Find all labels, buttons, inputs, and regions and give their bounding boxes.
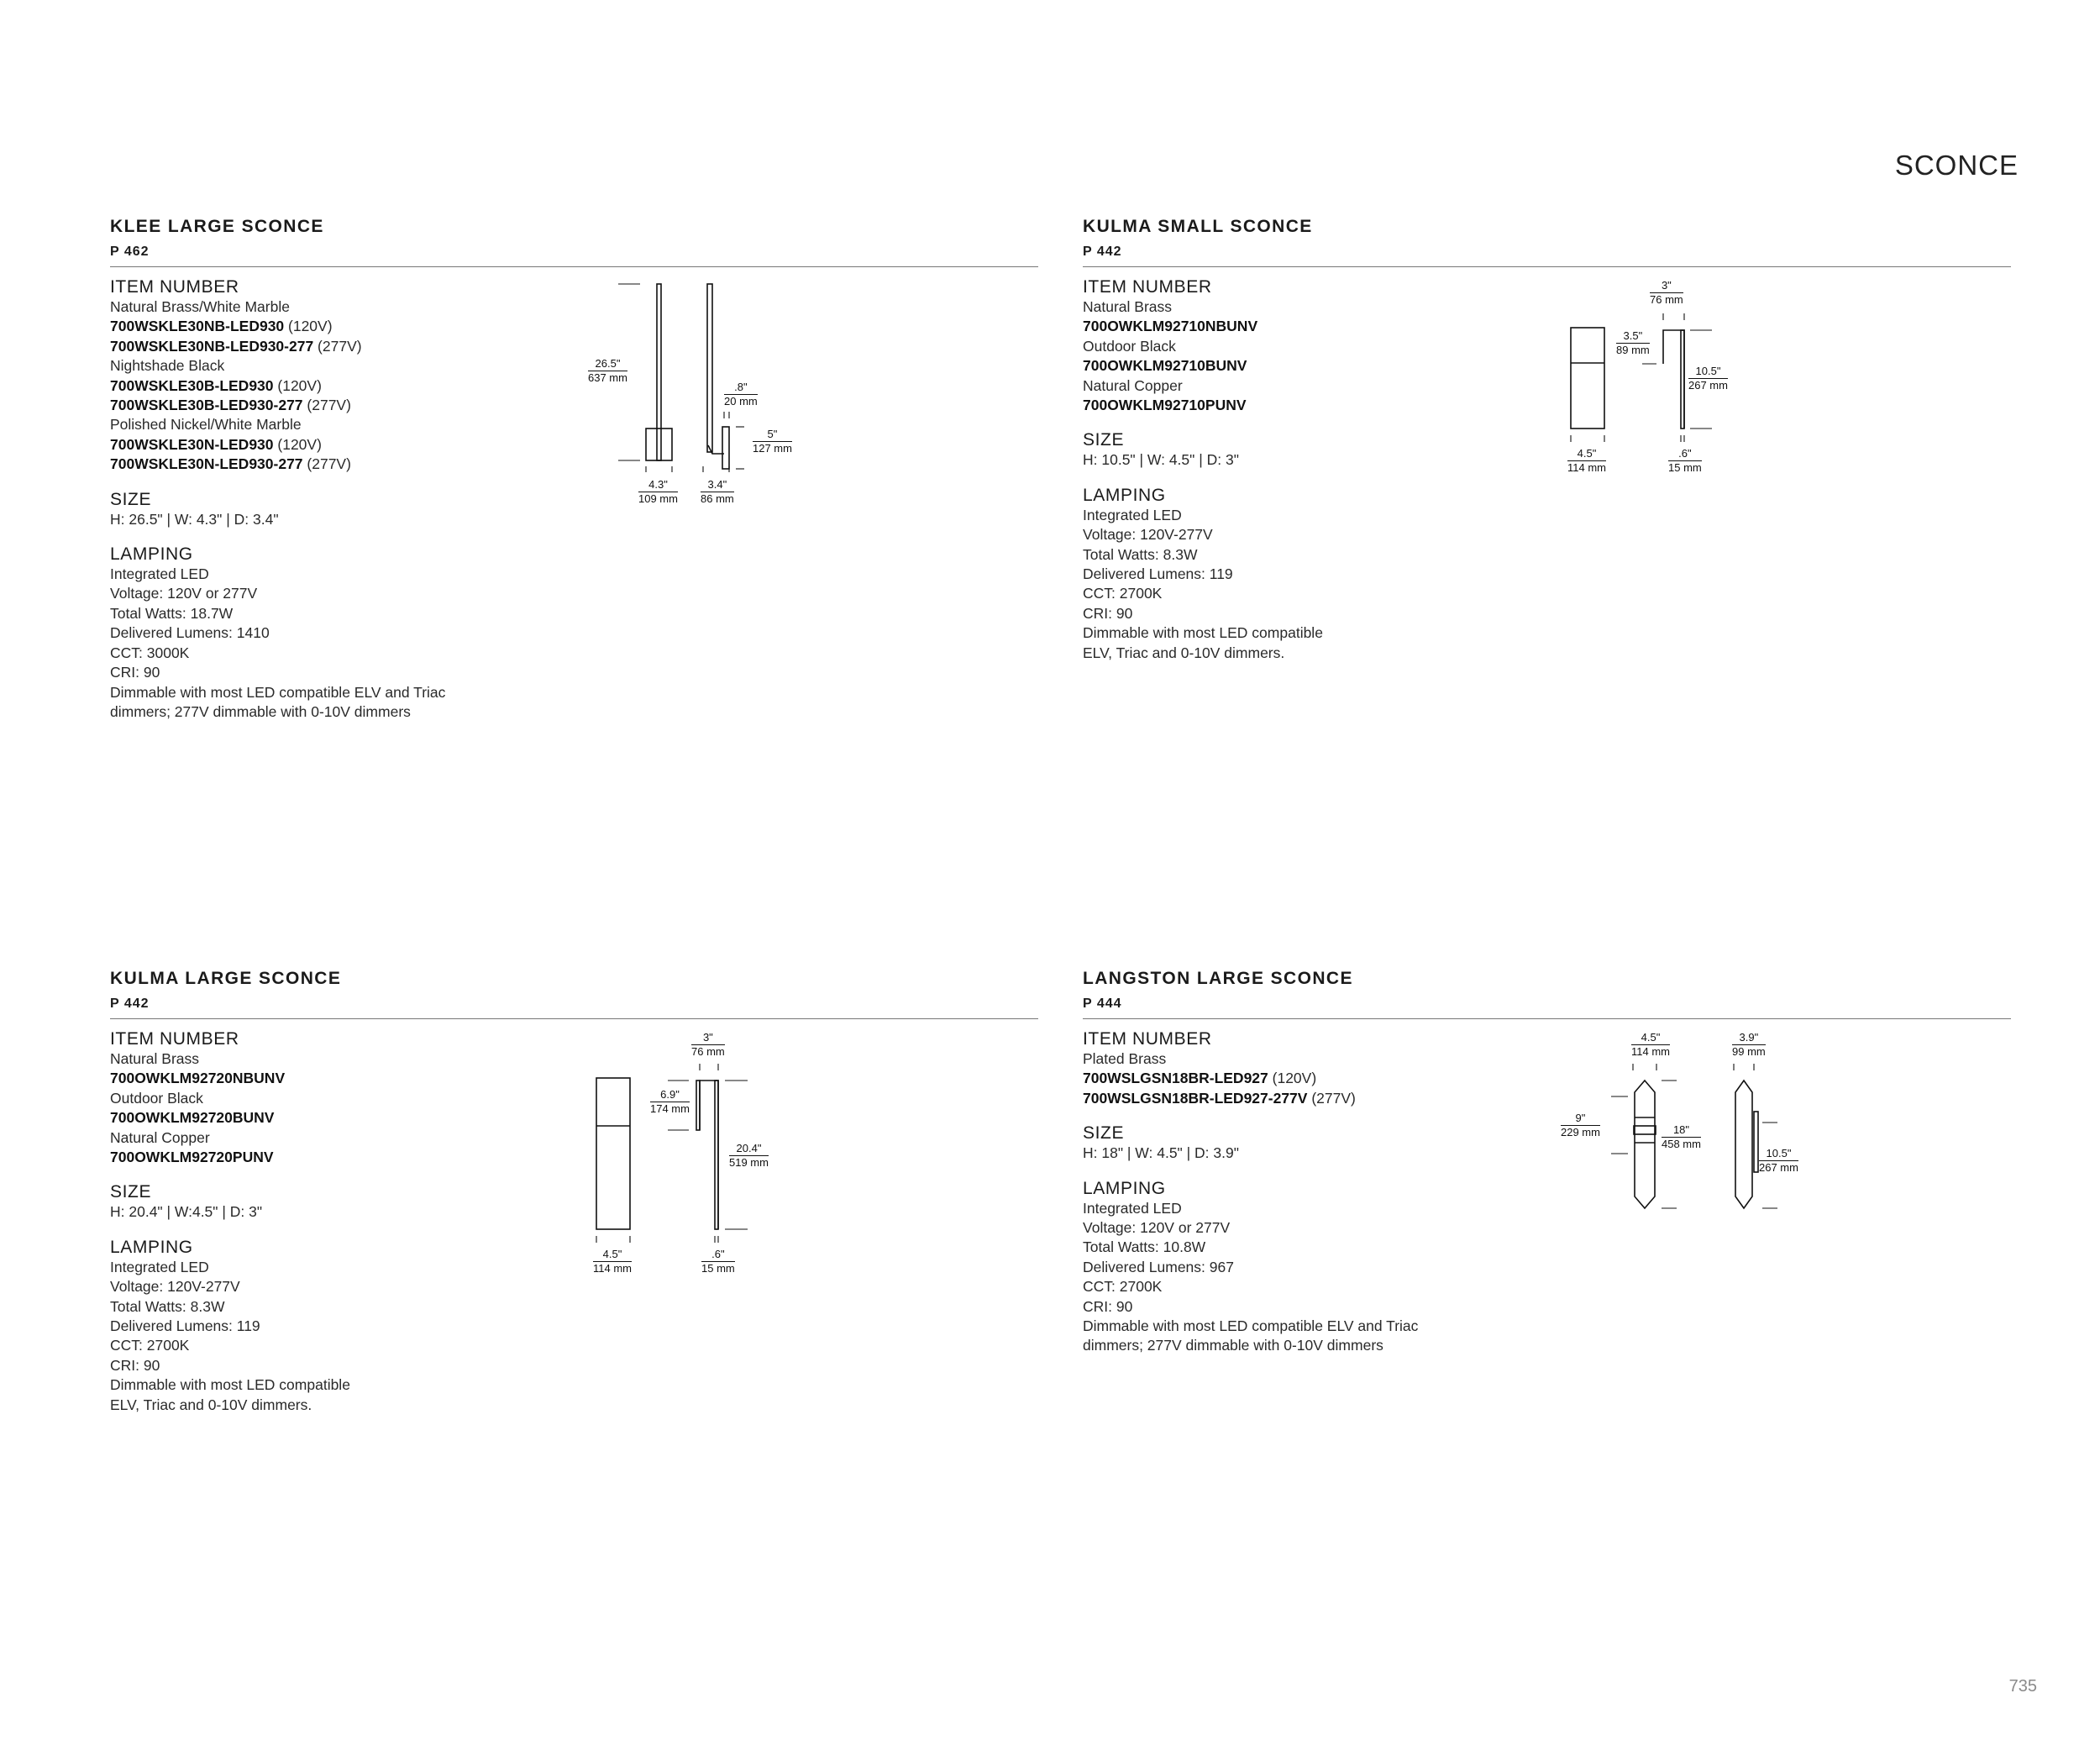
- product-name: KULMA SMALL SCONCE: [1083, 217, 1313, 236]
- product-page-ref: P 442: [1083, 245, 1122, 259]
- dim-height: 26.5" 637 mm: [588, 357, 627, 384]
- item-code: 700WSKLE30B-LED930-277: [110, 397, 303, 414]
- langston-dimension-drawing: [1561, 1032, 1830, 1217]
- product-page-ref: P 442: [110, 996, 150, 1011]
- item-code-line: [110, 317, 445, 336]
- lamping-heading: LAMPING: [110, 1237, 193, 1257]
- lamping-line: Total Watts: 8.3W: [1083, 545, 1198, 563]
- product-specs: [1083, 277, 1323, 663]
- size-value: H: 10.5" | W: 4.5" | D: 3": [1083, 451, 1239, 469]
- lamping-line: CRI: 90: [110, 664, 160, 681]
- item-code-line: [1083, 1069, 1418, 1088]
- lamping-line: CCT: 2700K: [110, 1337, 190, 1354]
- lamping-line: Total Watts: 10.8W: [1083, 1238, 1206, 1256]
- lamping-heading: LAMPING: [1083, 485, 1166, 505]
- finish-label: Natural Brass: [1083, 298, 1173, 315]
- lamping-line: CCT: 3000K: [110, 644, 190, 661]
- item-voltage: (277V): [302, 397, 351, 414]
- item-code: 700WSLGSN18BR-LED927: [1083, 1070, 1268, 1087]
- lamping-heading: LAMPING: [1083, 1178, 1166, 1198]
- size-heading: SIZE: [1083, 1123, 1125, 1144]
- finish-label: Natural Brass: [110, 1050, 200, 1067]
- lamping-line: Dimmable with most LED compatible: [110, 1376, 350, 1394]
- item-code: 700OWKLM92710BUNV: [1083, 357, 1247, 375]
- lamping-line: dimmers; 277V dimmable with 0-10V dimmers: [110, 702, 411, 720]
- item-code: 700WSKLE30B-LED930: [110, 376, 274, 394]
- item-code-line: [1083, 1089, 1418, 1108]
- dim-width: 4.3" 109 mm: [638, 478, 678, 505]
- item-number-heading: ITEM NUMBER: [1083, 277, 1212, 297]
- divider: [1083, 1018, 2011, 1019]
- item-code-line: [110, 376, 445, 396]
- dim-backplate: 5" 127 mm: [753, 428, 792, 455]
- lamping-line: Voltage: 120V or 277V: [1083, 1219, 1231, 1237]
- product-name: KULMA LARGE SCONCE: [110, 969, 342, 988]
- item-voltage: (120V): [1268, 1070, 1317, 1087]
- finish-label: Outdoor Black: [1083, 337, 1176, 355]
- dim-width: 4.5" 114 mm: [593, 1248, 632, 1275]
- divider: [1083, 266, 2011, 267]
- item-number-heading: ITEM NUMBER: [110, 277, 239, 297]
- finish-label: Outdoor Black: [110, 1089, 203, 1107]
- item-number-heading: ITEM NUMBER: [1083, 1029, 1212, 1049]
- lamping-line: Delivered Lumens: 119: [110, 1317, 260, 1335]
- dim-top: 3" 76 mm: [691, 1031, 725, 1058]
- item-code: 700OWKLM92710NBUNV: [1083, 318, 1258, 335]
- dim-height: 20.4" 519 mm: [729, 1142, 769, 1169]
- product-specs: [110, 1029, 350, 1415]
- size-value: H: 26.5" | W: 4.3" | D: 3.4": [110, 510, 279, 528]
- dim-center: 9" 229 mm: [1561, 1112, 1600, 1138]
- lamping-line: CRI: 90: [110, 1356, 160, 1374]
- size-value: H: 20.4" | W:4.5" | D: 3": [110, 1203, 263, 1221]
- finish-label: Natural Copper: [110, 1128, 210, 1146]
- dim-width: 4.5" 114 mm: [1567, 447, 1606, 474]
- divider: [110, 266, 1038, 267]
- product-specs: [110, 277, 445, 722]
- product-page-ref: P 462: [110, 245, 150, 259]
- lamping-line: CCT: 2700K: [1083, 585, 1163, 602]
- item-code-line: [110, 337, 445, 356]
- lamping-line: Voltage: 120V or 277V: [110, 585, 258, 602]
- lamping-line: Total Watts: 18.7W: [110, 604, 234, 622]
- item-voltage: (277V): [1307, 1089, 1356, 1107]
- item-voltage: (120V): [273, 376, 322, 394]
- size-heading: SIZE: [1083, 430, 1125, 450]
- lamping-line: Integrated LED: [1083, 1199, 1182, 1217]
- lamping-line: Delivered Lumens: 1410: [110, 624, 270, 642]
- lamping-line: Dimmable with most LED compatible: [1083, 624, 1323, 642]
- size-heading: SIZE: [110, 1182, 152, 1202]
- kulma-large-dimension-drawing: [588, 1032, 790, 1284]
- page-number: 735: [2008, 1677, 2037, 1696]
- klee-line-drawing: [588, 277, 806, 513]
- product-name: LANGSTON LARGE SCONCE: [1083, 969, 1353, 988]
- dim-backplate: 10.5" 267 mm: [1759, 1147, 1798, 1174]
- item-code: 700OWKLM92720NBUNV: [110, 1070, 286, 1087]
- lamping-line: Integrated LED: [1083, 506, 1182, 523]
- lamping-line: Dimmable with most LED compatible ELV and Triac: [1083, 1317, 1419, 1335]
- item-voltage: (120V): [273, 435, 322, 453]
- item-code: 700WSLGSN18BR-LED927-277V: [1083, 1089, 1308, 1107]
- item-voltage: (120V): [284, 318, 333, 335]
- dim-extension: 3.5" 89 mm: [1616, 329, 1650, 356]
- lamping-line: Dimmable with most LED compatible ELV and Triac: [110, 683, 446, 701]
- product-specs: [1083, 1029, 1418, 1356]
- klee-dimension-drawing: [588, 277, 806, 513]
- divider: [110, 1018, 1038, 1019]
- item-number-heading: ITEM NUMBER: [110, 1029, 239, 1049]
- item-code: 700OWKLM92710PUNV: [1083, 397, 1247, 414]
- category-title: SCONCE: [1894, 150, 2019, 181]
- finish-label: Natural Copper: [1083, 376, 1183, 394]
- lamping-line: CCT: 2700K: [1083, 1278, 1163, 1296]
- lamping-line: ELV, Triac and 0-10V dimmers.: [1083, 644, 1285, 661]
- dim-top: 3" 76 mm: [1650, 279, 1683, 306]
- finish-label: Natural Brass/White Marble: [110, 298, 290, 315]
- lamping-line: Voltage: 120V-277V: [110, 1278, 240, 1296]
- dim-height: 18" 458 mm: [1662, 1123, 1701, 1150]
- lamping-line: CRI: 90: [1083, 604, 1133, 622]
- item-code: 700WSKLE30NB-LED930: [110, 318, 285, 335]
- finish-label: Nightshade Black: [110, 357, 225, 375]
- lamping-line: ELV, Triac and 0-10V dimmers.: [110, 1396, 312, 1413]
- finish-label: Plated Brass: [1083, 1050, 1167, 1067]
- product-page-ref: P 444: [1083, 996, 1122, 1011]
- dim-depth: 3.4" 86 mm: [701, 478, 734, 505]
- item-code: 700WSKLE30N-LED930-277: [110, 455, 303, 473]
- dim-width: 4.5" 114 mm: [1631, 1031, 1670, 1058]
- size-value: H: 18" | W: 4.5" | D: 3.9": [1083, 1144, 1239, 1162]
- item-voltage: (277V): [302, 455, 351, 473]
- dim-extension: 6.9" 174 mm: [650, 1088, 690, 1115]
- dim-arm: .8" 20 mm: [724, 381, 758, 408]
- lamping-line: dimmers; 277V dimmable with 0-10V dimmers: [1083, 1337, 1383, 1354]
- lamping-line: Integrated LED: [110, 565, 209, 583]
- item-code: 700WSKLE30N-LED930: [110, 435, 274, 453]
- dim-depth: .6" 15 mm: [701, 1248, 735, 1275]
- item-code-line: [110, 396, 445, 415]
- lamping-line: Total Watts: 8.3W: [110, 1297, 225, 1315]
- item-code: 700WSKLE30NB-LED930-277: [110, 337, 314, 355]
- item-code-line: [110, 455, 445, 474]
- lamping-line: Delivered Lumens: 119: [1083, 565, 1233, 583]
- lamping-heading: LAMPING: [110, 544, 193, 565]
- item-code: 700OWKLM92720BUNV: [110, 1109, 275, 1127]
- item-voltage: (277V): [313, 337, 362, 355]
- lamping-line: CRI: 90: [1083, 1297, 1133, 1315]
- lamping-line: Delivered Lumens: 967: [1083, 1258, 1234, 1275]
- lamping-line: Integrated LED: [110, 1258, 209, 1275]
- dim-depth: 3.9" 99 mm: [1732, 1031, 1766, 1058]
- dim-depth: .6" 15 mm: [1668, 447, 1702, 474]
- size-heading: SIZE: [110, 489, 152, 509]
- dim-height: 10.5" 267 mm: [1688, 365, 1728, 392]
- product-name: KLEE LARGE SCONCE: [110, 217, 324, 236]
- kulma-small-dimension-drawing: [1562, 280, 1814, 481]
- item-code-line: [110, 435, 445, 455]
- finish-label: Polished Nickel/White Marble: [110, 416, 302, 434]
- item-code: 700OWKLM92720PUNV: [110, 1149, 274, 1166]
- lamping-line: Voltage: 120V-277V: [1083, 526, 1213, 544]
